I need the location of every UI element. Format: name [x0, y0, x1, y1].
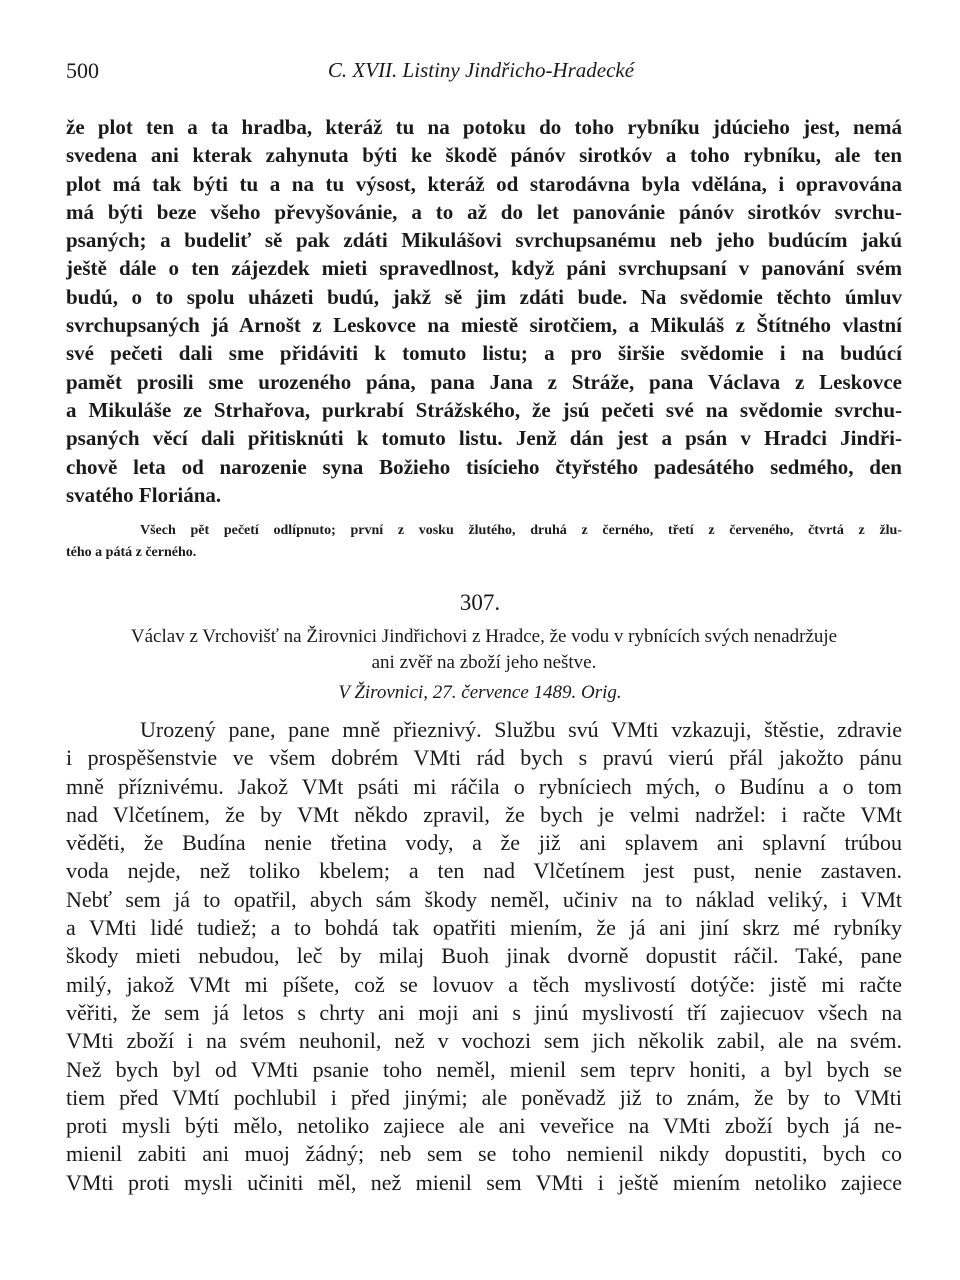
text-line: ještě dále o ten zájezdek mieti spravedlnost, když páni svrchupsaní v panování svém: [66, 256, 902, 281]
document-summary: [66, 624, 902, 676]
summary-line: ani zvěř na zboží jeho neštve.: [371, 652, 597, 673]
summary-line: Václav z Vrchovišť na Žirovnici Jindřichovi z Hradce, že vodu v rybnících svých nenadržuje: [130, 626, 838, 647]
text-line: plot má tak býti tu a na tu výsost, kteráž od starodávna byla vdělána, i opravována: [66, 171, 902, 196]
page-header: [66, 58, 896, 90]
letter-line: milý, jakož VMt mi píšete, což se lovuov a těch myslivostí dotýče: jistě mi račte: [66, 971, 902, 997]
text-line: svedena ani kterak zahynuta býti ke škodě pánóv sirotkóv a toho rybníku, ale ten: [66, 143, 902, 168]
page-number: 500: [66, 58, 99, 83]
text-line: psaných; a budeliť sě pak zdáti Mikulášovi svrchupsanému neb jeho budúcím jakú: [66, 228, 902, 253]
letter-line: Nebť sem já to opatřil, abych sám škody neměl, učiniv na to náklad veliký, i VMt: [66, 886, 902, 912]
letter-line: věřiti, že sem já letos s chrty ani moji ani s jinú myslivostí tří zajiecuov všech na: [66, 999, 902, 1025]
text-line: má býti beze všeho převyšovánie, a to až do let panovánie pánóv sirotkóv svrchu-: [66, 199, 902, 224]
letter-line: nad Vlčetínem, že by VMt někdo zpravil, že bych je velmi nadržel: i račte VMt: [66, 801, 902, 827]
letter-text: [66, 716, 902, 1197]
letter-line: VMti proti mysli učiniti měl, než mienil sem VMti i ještě miením netoliko zajiece: [66, 1169, 902, 1195]
letter-line: mienil zabiti ani muoj žádný; neb sem se toho nemienil nikdy dopustiti, bych co: [66, 1141, 902, 1167]
note-line: tého a pátá z černého.: [66, 545, 197, 560]
text-line: budú, o to spolu uházeti budú, jakž sě jim zdáti bude. Na svědomie těchto úmluv: [66, 284, 902, 309]
letter-line: i prospěšenstvie ve všem dobrém VMti rád bych s pravú vierú přál jakožto pánu: [66, 745, 902, 771]
note-line: Všech pět pečetí odlípnuto; první z vosku žlutého, druhá z černého, třetí z červeného, čtvrtá z žlu-: [140, 523, 902, 538]
letter-line: věděti, že Budína nenie třetina vody, a že již ani splavem ani splavní trúbou: [66, 830, 902, 856]
continued-text: [66, 113, 902, 509]
text-line: pamět prosili sme urozeného pána, pana Jana z Stráže, pana Václava z Leskovce: [66, 369, 902, 394]
letter-line: Než bych byl od VMti psanie toho neměl, mienil sem teprv honiti, a byl bych se: [66, 1056, 902, 1082]
document-dateline: V Žirovnici, 27. července 1489. Orig.: [338, 682, 622, 703]
text-line: že plot ten a ta hradba, kteráž tu na potoku do toho rybníku jdúcieho jest, nemá: [66, 115, 902, 139]
letter-line: proti mysli býti mělo, netoliko zajiece ale ani veveřice na VMti zboží bych já ne-: [66, 1113, 902, 1139]
text-line: své pečeti dali sme přidáviti k tomuto listu; a pro širšie svědomie i na budúcí: [66, 341, 902, 366]
letter-line: voda nejde, než toliko kbelem; a ten nad Vlčetínem jest pust, nenie zastaven.: [66, 858, 902, 884]
letter-line: tiem před VMtí pochlubil i před jinými; ale poněvadž již to znám, že by to VMti: [66, 1084, 902, 1110]
letter-line: VMti zboží i na svém neuhonil, než v vochozi sem jich několik zabil, ale na svém.: [66, 1028, 902, 1054]
document-number: 307.: [459, 590, 501, 615]
text-line: chově leta od narozenie syna Božieho tisícieho čtyřstého padesátého sedmého, den: [66, 454, 902, 479]
letter-line: Urozený pane, pane mně přieznivý. Službu svú VMti vzkazuji, štěstie, zdravie: [140, 717, 902, 742]
text-line: psaných věcí dali přitisknúti k tomuto listu. Jenž dán jest a psán v Hradci Jindři-: [66, 426, 902, 451]
text-line: svatého Floriána.: [66, 482, 222, 507]
letter-line: mně příznivému. Jakož VMt psáti mi ráčila o rybníciech mých, o Budínu a o tom: [66, 773, 902, 799]
seal-note: [66, 520, 902, 564]
running-head: C. XVII. Listiny Jindřicho-Hradecké: [327, 58, 635, 82]
text-line: a Mikuláše ze Strhařova, purkrabí Strážského, že jsú pečeti své na svědomie svrchu-: [66, 397, 902, 422]
letter-line: a VMti lidé tudiež; a to bohdá tak opatřiti miením, že já ani jiní skrz mé rybníky: [66, 915, 902, 941]
letter-line: škody mieti nebudou, leč by milaj Buoh jinak dvorně dopustit ráčil. Také, pane: [66, 943, 902, 969]
text-line: svrchupsaných já Arnošt z Leskovce na miestě sirotčiem, a Mikuláš z Štítného vlastní: [66, 313, 902, 338]
